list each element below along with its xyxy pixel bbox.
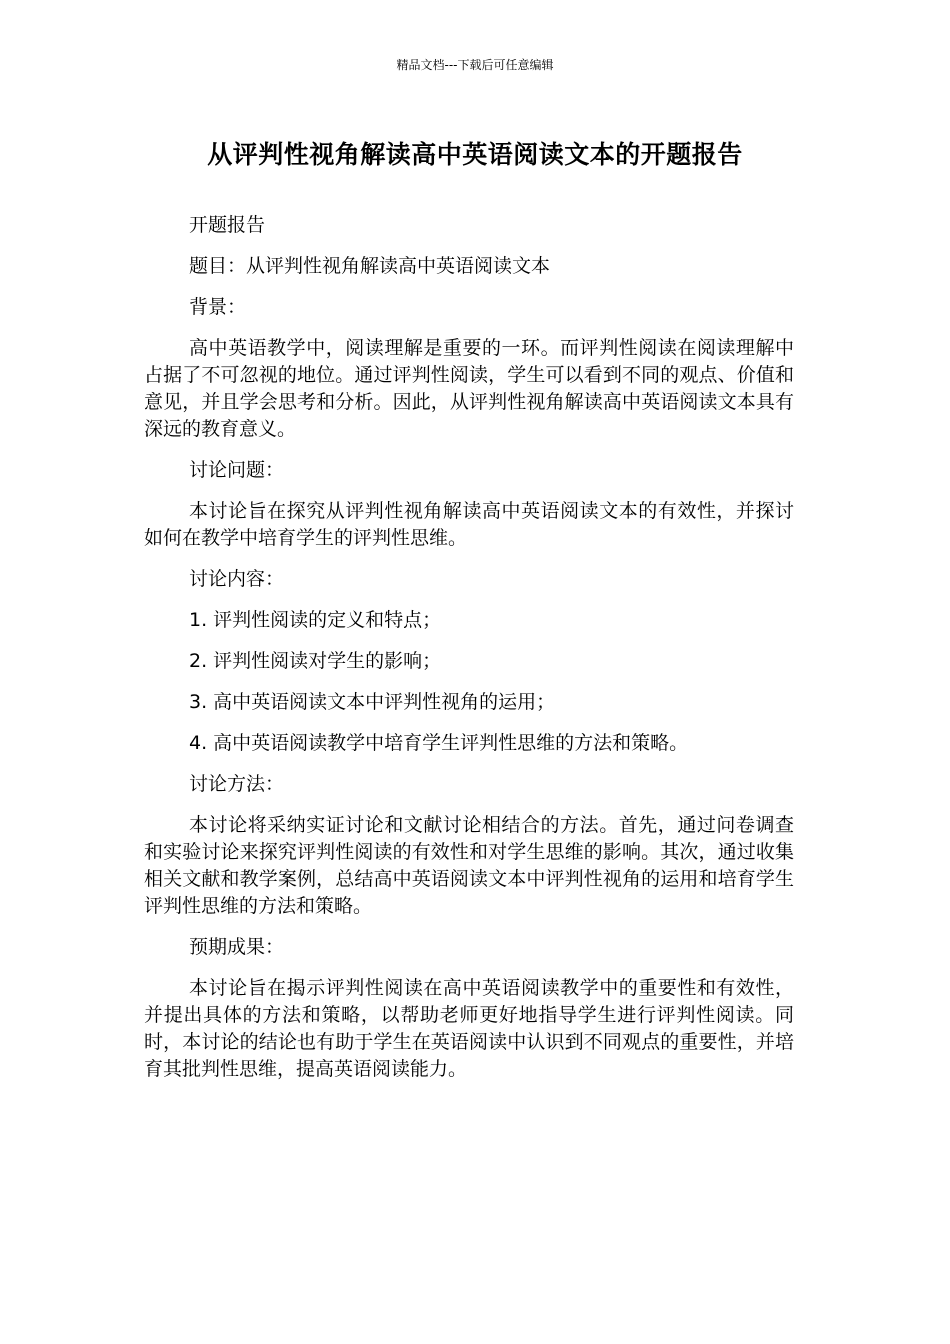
questions-paragraph: 本讨论旨在探究从评判性视角解读高中英语阅读文本的有效性，并探讨如何在教学中培育学生的评判性思维。 [144, 500, 794, 549]
content-list-item: 4. 高中英语阅读教学中培育学生评判性思维的方法和策略。 [189, 732, 689, 754]
topic-line: 题目：从评判性视角解读高中英语阅读文本 [189, 255, 551, 277]
content-list-item: 2. 评判性阅读对学生的影响； [189, 650, 442, 672]
background-paragraph: 高中英语教学中，阅读理解是重要的一环。而评判性阅读在阅读理解中占据了不可忽视的地位。通过评判性阅读，学生可以看到不同的观点、价值和意见，并且学会思考和分析。因此，从评判性视角解读高中英语阅读文本具有深远的教育意义。 [144, 337, 794, 440]
section-heading-outcomes: 预期成果： [189, 936, 285, 958]
content-list-item: 1. 评判性阅读的定义和特点； [189, 609, 442, 631]
section-heading-methods: 讨论方法： [189, 773, 285, 795]
page-header-watermark: 精品文档---下载后可任意编辑 [396, 58, 554, 72]
content-list-item: 3. 高中英语阅读文本中评判性视角的运用； [189, 691, 556, 713]
document-body [144, 212, 794, 1097]
methods-paragraph: 本讨论将采纳实证讨论和文献讨论相结合的方法。首先，通过问卷调查和实验讨论来探究评判性阅读的有效性和对学生思维的影响。其次，通过收集相关文献和教学案例，总结高中英语阅读文本中评判性视角的运用和培育学生评判性思维的方法和策略。 [144, 814, 794, 917]
section-heading-questions: 讨论问题： [189, 459, 285, 481]
section-heading-content: 讨论内容： [189, 568, 285, 590]
section-heading-background: 背景： [189, 296, 247, 318]
section-label-report: 开题报告 [189, 214, 266, 236]
document-title: 从评判性视角解读高中英语阅读文本的开题报告 [207, 140, 743, 169]
outcomes-paragraph: 本讨论旨在揭示评判性阅读在高中英语阅读教学中的重要性和有效性，并提出具体的方法和策略，以帮助老师更好地指导学生进行评判性阅读。同时，本讨论的结论也有助于学生在英语阅读中认识到不同观点的重要性，并培育其批判性思维，提高英语阅读能力。 [144, 977, 794, 1080]
